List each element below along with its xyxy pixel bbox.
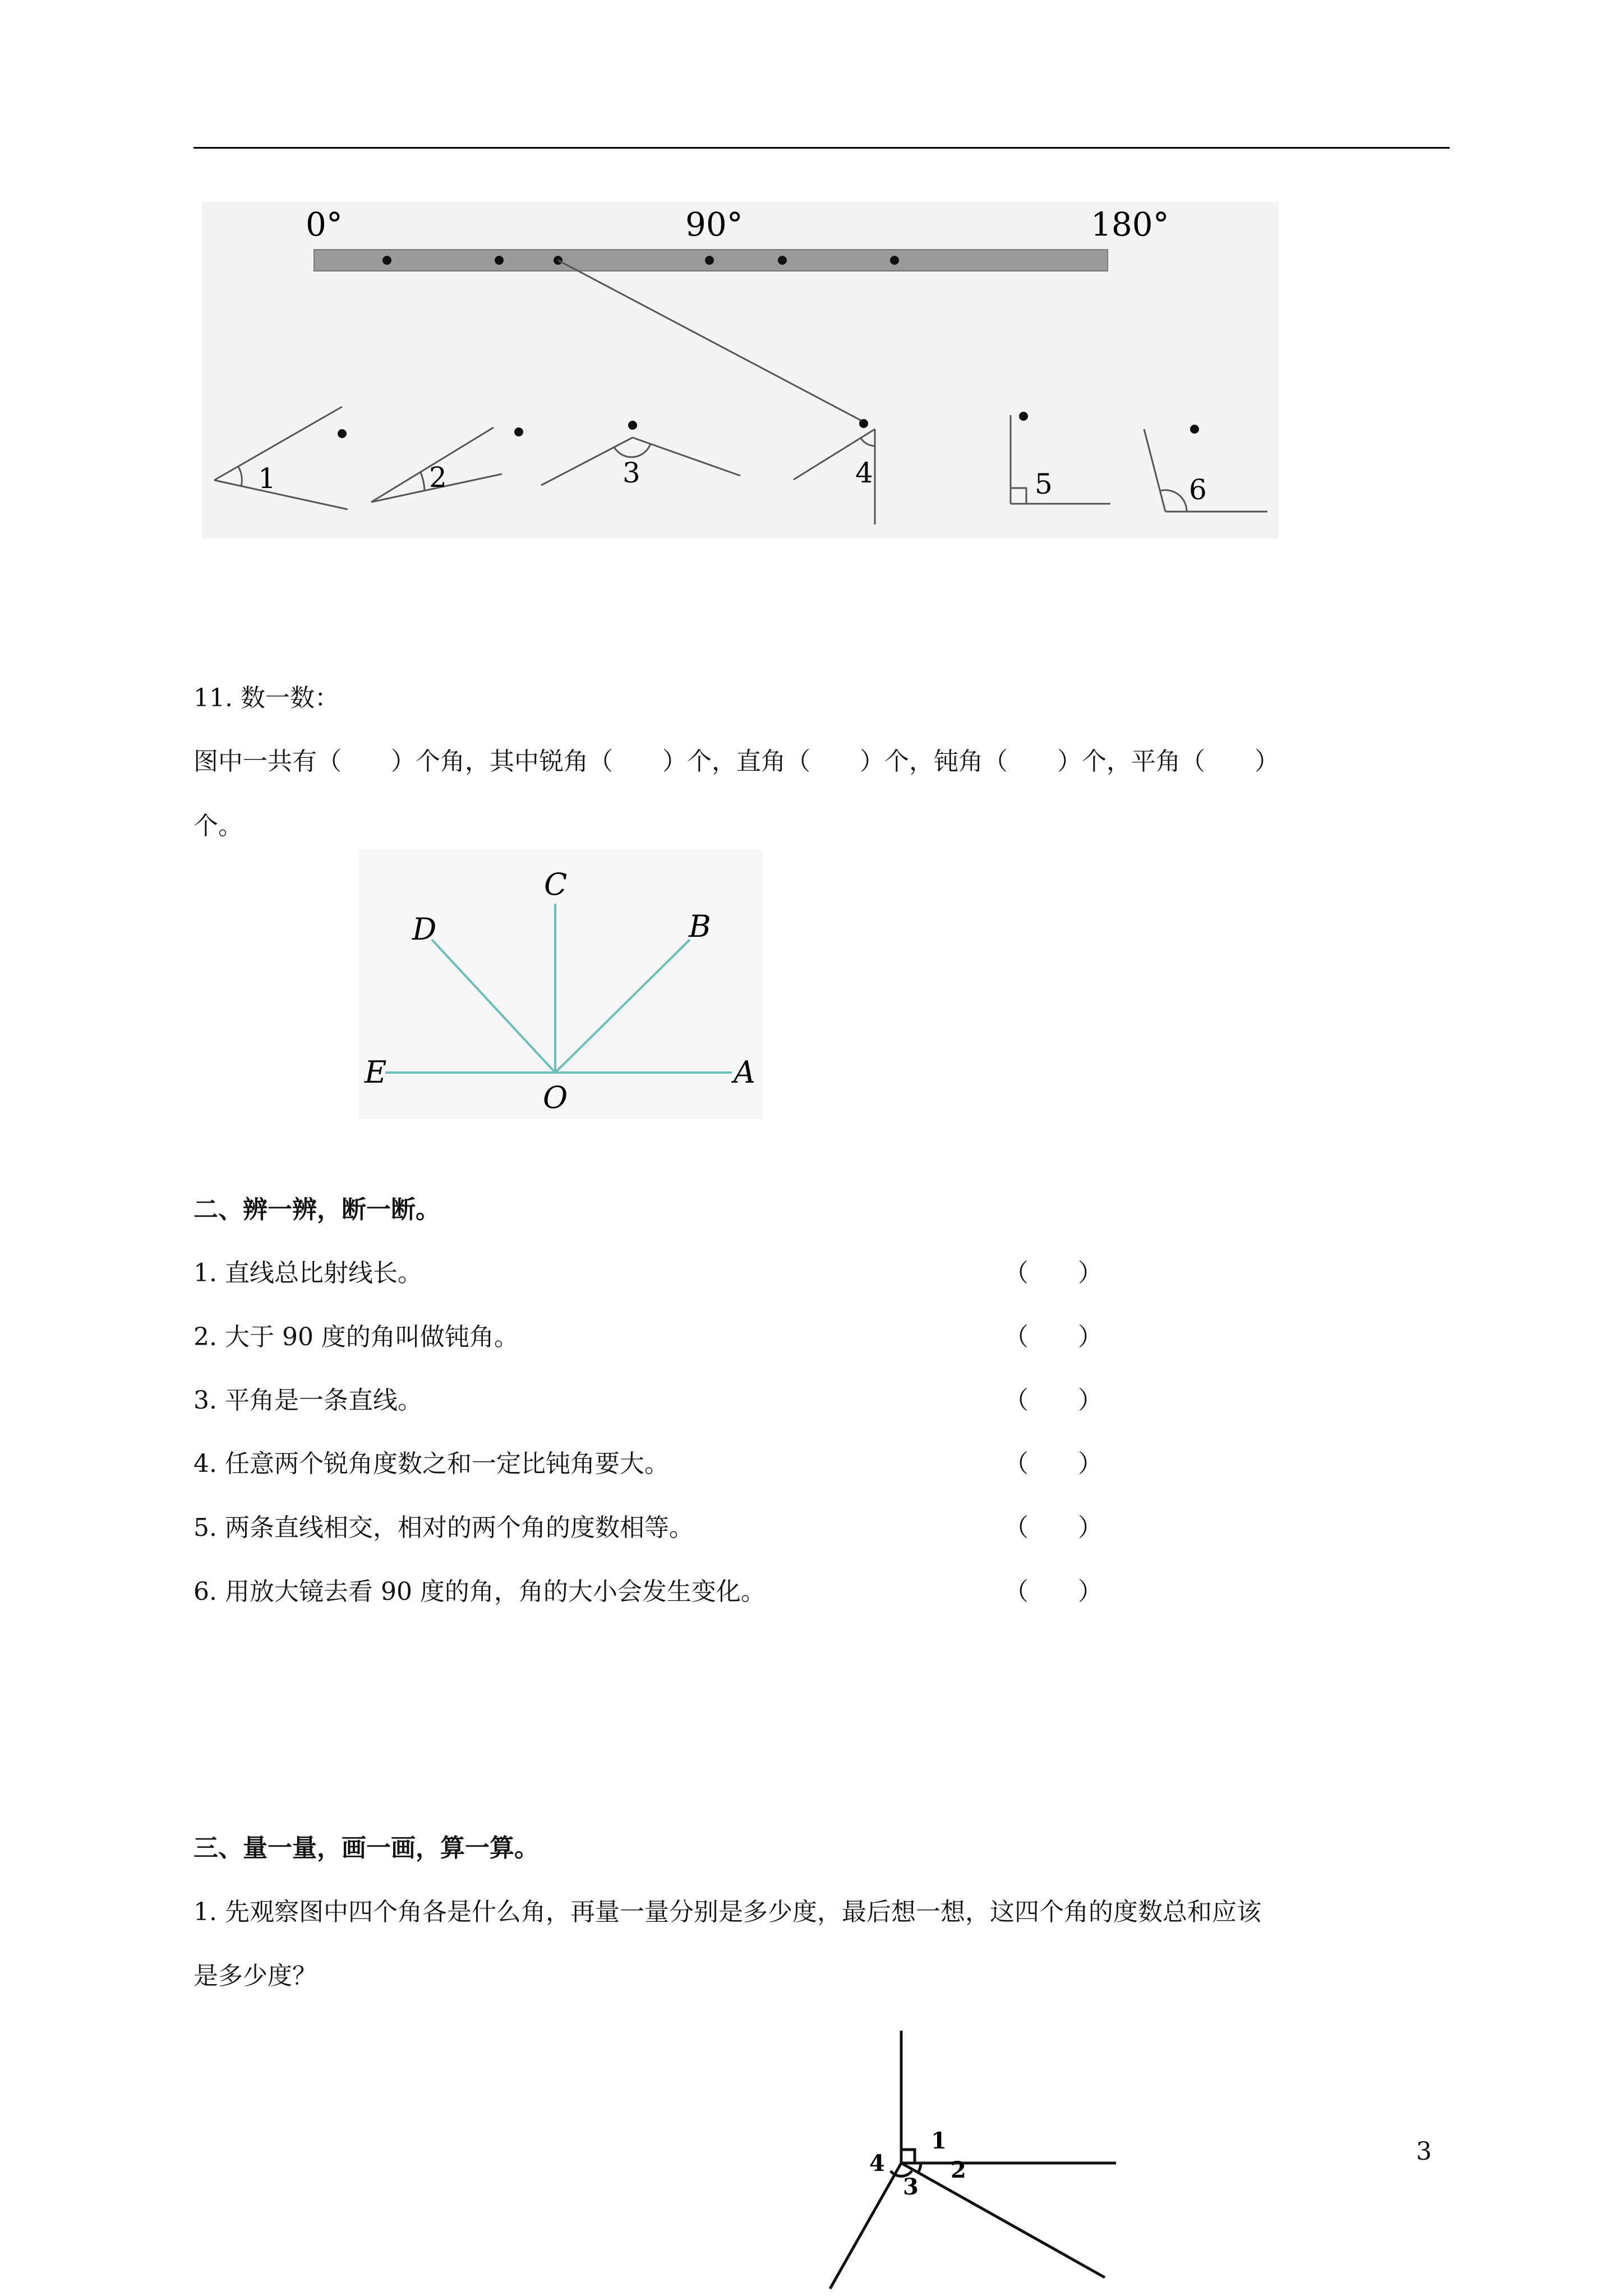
four-angle-label-2: 2: [951, 2157, 966, 2183]
judge-answer-2[interactable]: （ ）: [1004, 1323, 1103, 1351]
scale-label-0: 0°: [306, 205, 343, 243]
protractor-angle-figure: [202, 202, 1279, 539]
header-rule: [193, 147, 1450, 149]
angle-label-3: 3: [623, 457, 640, 489]
four-angle-label-4: 4: [869, 2150, 885, 2177]
four-angle-label-3: 3: [903, 2174, 919, 2200]
judge-item-4: 4. 任意两个锐角度数之和一定比钝角要大。: [193, 1450, 669, 1478]
judge-item-6: 6. 用放大镜去看 90 度的角，角的大小会发生变化。: [193, 1577, 766, 1606]
point-label-B: B: [689, 909, 711, 944]
page-number: 3: [1416, 2137, 1432, 2166]
point-label-E: E: [365, 1055, 387, 1090]
section3-heading: 三、量一量，画一画，算一算。: [193, 1834, 539, 1862]
scale-label-180: 180°: [1091, 205, 1169, 243]
q11-title: 11. 数一数：: [193, 684, 339, 712]
judge-answer-6[interactable]: （ ）: [1004, 1577, 1103, 1606]
point-label-D: D: [412, 912, 437, 947]
rays-figure: [359, 850, 763, 1119]
judge-answer-1[interactable]: （ ）: [1004, 1259, 1103, 1287]
section3-q1-line1: 1. 先观察图中四个角各是什么角，再量一量分别是多少度，最后想一想，这四个角的度数总和应该: [193, 1898, 1261, 1926]
angle-label-1: 1: [258, 462, 276, 495]
angle-label-4: 4: [855, 457, 873, 489]
point-label-C: C: [544, 867, 568, 902]
judge-item-5: 5. 两条直线相交，相对的两个角的度数相等。: [193, 1513, 694, 1542]
angle-label-2: 2: [429, 461, 447, 494]
q11-line2: 个。: [193, 812, 243, 840]
judge-answer-4[interactable]: （ ）: [1004, 1450, 1103, 1478]
judge-item-1: 1. 直线总比射线长。: [193, 1259, 422, 1287]
judge-answer-5[interactable]: （ ）: [1004, 1513, 1103, 1542]
q11-line1: 图中一共有（ ）个角，其中锐角（ ）个，直角（ ）个，钝角（ ）个，平角（ ）: [193, 747, 1279, 776]
judge-item-2: 2. 大于 90 度的角叫做钝角。: [193, 1323, 519, 1351]
angle-label-6: 6: [1189, 473, 1207, 506]
section3-q1-line2: 是多少度？: [193, 1962, 317, 1990]
point-label-O: O: [543, 1080, 568, 1115]
point-label-A: A: [734, 1055, 755, 1090]
scale-label-90: 90°: [685, 205, 743, 243]
section2-heading: 二、辨一辨，断一断。: [193, 1195, 440, 1224]
four-angles-figure: [824, 2031, 1127, 2296]
judge-answer-3[interactable]: （ ）: [1004, 1386, 1103, 1415]
judge-item-3: 3. 平角是一条直线。: [193, 1386, 422, 1415]
four-angle-label-1: 1: [931, 2128, 947, 2154]
angle-label-5: 5: [1035, 468, 1053, 500]
